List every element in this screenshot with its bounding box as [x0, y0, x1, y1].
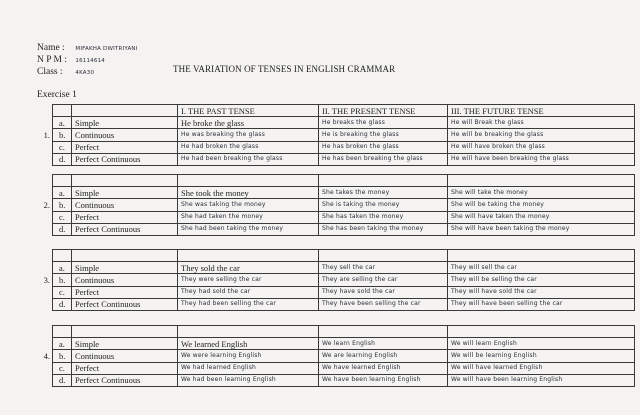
row-letter: a. [53, 187, 72, 199]
future-cell: We will be learning English [448, 350, 635, 362]
row-label: Perfect [72, 211, 178, 223]
present-cell: He has broken the glass [319, 141, 448, 153]
page-title: THE VARIATION OF TENSES IN ENGLISH CRAMMAR [173, 64, 396, 74]
table-row [37, 129, 635, 141]
row-letter: a. [53, 338, 72, 350]
past-cell: They sold the car [178, 262, 319, 274]
row-letter: d. [53, 223, 72, 235]
row-label: Perfect Continuous [72, 374, 178, 386]
row-letter: c. [53, 141, 72, 153]
future-cell: He will have been breaking the glass [448, 153, 635, 165]
blank-row [37, 326, 635, 338]
row-label: Perfect Continuous [72, 223, 178, 235]
row-letter: c. [53, 286, 72, 298]
row-letter: b. [53, 274, 72, 286]
row-label: Simple [72, 117, 178, 129]
future-cell: They will be selling the car [448, 274, 635, 286]
past-cell: We had been learning English [178, 374, 319, 386]
present-cell: We learn English [319, 338, 448, 350]
row-letter: c. [53, 362, 72, 374]
table-row [37, 153, 635, 165]
present-tense-header: II. THE PRESENT TENSE [319, 105, 448, 117]
table-row [37, 338, 635, 350]
present-cell: She has been taking the money [319, 223, 448, 235]
present-cell: They have been selling the car [319, 298, 448, 310]
row-letter: b. [53, 129, 72, 141]
npm-line [37, 55, 105, 65]
row-letter: d. [53, 153, 72, 165]
present-cell: He breaks the glass [319, 117, 448, 129]
row-label: Continuous [72, 274, 178, 286]
past-cell: She had taken the money [178, 211, 319, 223]
future-cell: They will sell the car [448, 262, 635, 274]
future-cell: He will be breaking the glass [448, 129, 635, 141]
future-cell: They will have been selling the car [448, 298, 635, 310]
past-tense-header: I. THE PAST TENSE [178, 105, 319, 117]
present-cell: They have sold the car [319, 286, 448, 298]
table-row [37, 374, 635, 386]
table-number: 1. [43, 129, 50, 140]
table-row [37, 362, 635, 374]
past-cell: She took the money [178, 187, 319, 199]
row-letter: a. [53, 262, 72, 274]
name-line [37, 43, 138, 53]
present-cell: They sell the car [319, 262, 448, 274]
table-number: 2. [43, 199, 50, 210]
present-cell: He has been breaking the glass [319, 153, 448, 165]
blank-row [37, 250, 635, 262]
past-cell: He was breaking the glass [178, 129, 319, 141]
row-letter: b. [53, 350, 72, 362]
present-cell: We are learning English [319, 350, 448, 362]
class-label: Class : [37, 67, 63, 77]
table-row [37, 350, 635, 362]
future-cell: She will have taken the money [448, 211, 635, 223]
present-cell: She has taken the money [319, 211, 448, 223]
row-label: Continuous [72, 350, 178, 362]
past-cell: She was taking the money [178, 199, 319, 211]
tense-table-1 [37, 104, 635, 166]
present-cell: They are selling the car [319, 274, 448, 286]
table-row [37, 117, 635, 129]
row-label: Simple [72, 338, 178, 350]
row-label: Continuous [72, 129, 178, 141]
past-cell: They were selling the car [178, 274, 319, 286]
row-label: Simple [72, 262, 178, 274]
table-row [37, 141, 635, 153]
row-label: Perfect Continuous [72, 298, 178, 310]
future-cell: She will be taking the money [448, 199, 635, 211]
present-cell: She is taking the money [319, 199, 448, 211]
past-cell: They had sold the car [178, 286, 319, 298]
past-cell: We learned English [178, 338, 319, 350]
tense-table-2 [37, 174, 635, 236]
npm-label: N P M : [37, 55, 68, 65]
present-cell: We have learned English [319, 362, 448, 374]
row-label: Perfect [72, 362, 178, 374]
present-cell: She takes the money [319, 187, 448, 199]
tense-table-3 [37, 249, 635, 311]
future-cell: We will learn English [448, 338, 635, 350]
past-cell: They had been selling the car [178, 298, 319, 310]
name-label: Name : [37, 43, 65, 53]
table-row [37, 274, 635, 286]
future-tense-header: III. THE FUTURE TENSE [448, 105, 635, 117]
row-letter: a. [53, 117, 72, 129]
row-label: Perfect Continuous [72, 153, 178, 165]
table-row [37, 211, 635, 223]
table-row [37, 199, 635, 211]
past-cell: He had broken the glass [178, 141, 319, 153]
row-label: Perfect [72, 286, 178, 298]
name-value: MIFAKHA DWITRIYANI [75, 46, 138, 52]
table-number: 3. [43, 274, 50, 285]
table-row [37, 187, 635, 199]
table-row [37, 223, 635, 235]
tense-table-4 [37, 325, 635, 387]
class-value: 4KA30 [75, 70, 95, 76]
row-letter: d. [53, 374, 72, 386]
table-row [37, 298, 635, 310]
past-cell: She had been taking the money [178, 223, 319, 235]
future-cell: He will Break the glass [448, 117, 635, 129]
row-letter: d. [53, 298, 72, 310]
past-cell: We had learned English [178, 362, 319, 374]
past-cell: He broke the glass [178, 117, 319, 129]
future-cell: We will have learned English [448, 362, 635, 374]
row-label: Perfect [72, 141, 178, 153]
future-cell: We will have been learning English [448, 374, 635, 386]
future-cell: He will have broken the glass [448, 141, 635, 153]
table-number: 4. [43, 350, 50, 361]
future-cell: She will take the money [448, 187, 635, 199]
table-row [37, 262, 635, 274]
past-cell: We were learning English [178, 350, 319, 362]
blank-row [37, 175, 635, 187]
class-line [37, 67, 94, 77]
past-cell: He had been breaking the glass [178, 153, 319, 165]
row-label: Simple [72, 187, 178, 199]
future-cell: They will have sold the car [448, 286, 635, 298]
present-cell: He is breaking the glass [319, 129, 448, 141]
future-cell: She will have been taking the money [448, 223, 635, 235]
row-letter: c. [53, 211, 72, 223]
npm-value: 16114614 [75, 58, 105, 64]
header-row [37, 105, 635, 117]
row-label: Continuous [72, 199, 178, 211]
exercise-label: Exercise 1 [37, 90, 77, 100]
table-row [37, 286, 635, 298]
row-letter: b. [53, 199, 72, 211]
present-cell: We have been learning English [319, 374, 448, 386]
